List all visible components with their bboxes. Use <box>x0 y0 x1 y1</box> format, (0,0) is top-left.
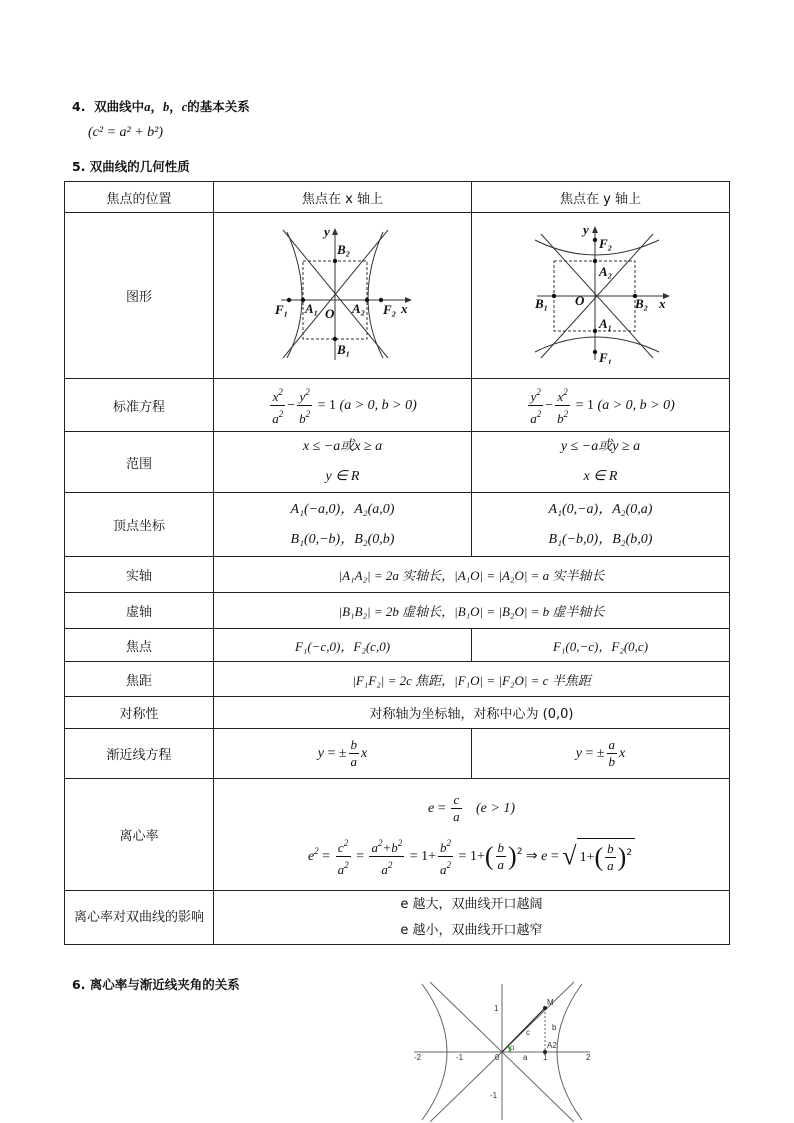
x-axis-label: x <box>658 295 665 311</box>
standard-equation-label: 标准方程 <box>65 379 214 432</box>
focal-distance-label: 焦距 <box>65 662 214 697</box>
f2-label: F₂ <box>382 301 396 317</box>
standard-equation-x: $\frac{x^2}{a^2}$ − $\frac{y^2}{b^2}$ = 1 (a > 0, b > 0) <box>214 379 472 432</box>
vertex-x: A₁(−a,0)，A₂(a,0) B₁(0,−b)，B₂(0,b) <box>214 493 472 557</box>
focal-distance-text: |F₁F₂| = 2c 焦距，|F₁O| = |F₂O| = c 半焦距 <box>214 662 730 697</box>
graph-label: 图形 <box>65 213 214 379</box>
symmetry-text: 对称轴为坐标轴，对称中心为 (0,0) <box>214 697 730 729</box>
point-a2-label: A2 <box>547 1041 557 1050</box>
point-m-label: M <box>547 998 554 1007</box>
imaginary-axis-label: 虚轴 <box>65 593 214 629</box>
eccentricity-formulas: e = $\frac{c}{a}$ (e > 1) $e^2$ = $\frac{c^2}{a^2}$ = $\frac{a^2+b^2}{a^2}$ = 1+ $\frac{b^2}{a^2}$ = 1+( $\frac{b}{a}$ )$^2$ ⇒ e = √ 1+( $\frac{b}{a}$ )$^2$ <box>214 779 730 891</box>
eccentricity-effect-label: 离心率对双曲线的影响 <box>65 891 214 945</box>
angle-alpha-label: α <box>510 1043 515 1052</box>
imaginary-axis-text: |B₁B₂| = 2b 虚轴长，|B₁O| = |B₂O| = b 虚半轴长 <box>214 593 730 629</box>
vertex-y: A₁(0,−a)，A₂(0,a) B₁(−b,0)，B₂(b,0) <box>472 493 730 557</box>
graph-x-cell <box>214 213 472 379</box>
table-row <box>65 697 730 729</box>
tick-label: 1 <box>494 1004 499 1013</box>
a2-label: A₂ <box>598 263 612 279</box>
table-row <box>65 779 730 891</box>
a1-label: A₁ <box>598 315 612 331</box>
table-row <box>65 593 730 629</box>
top-branch <box>535 240 659 255</box>
real-axis-label: 实轴 <box>65 557 214 593</box>
focus-y: F₁(0,−c)，F₂(0,c) <box>472 629 730 662</box>
vertex-label: 顶点坐标 <box>65 493 214 557</box>
eccentricity-effect-text: e 越大，双曲线开口越阔 e 越小，双曲线开口越窄 <box>214 891 730 945</box>
table-row <box>65 493 730 557</box>
b2-label: B₂ <box>336 241 350 257</box>
tick-label: -1 <box>456 1053 464 1062</box>
asymptote-y: y = ± $\frac{a}{b}$ x <box>472 729 730 779</box>
b2-label: B₂ <box>634 295 648 311</box>
table-row <box>65 379 730 432</box>
b1-label: B₁ <box>336 341 350 357</box>
hyperbola-x-graph <box>273 224 413 364</box>
y-axis-label: y <box>582 223 589 237</box>
f1-label: F₁ <box>274 301 288 317</box>
segment-c <box>502 1008 545 1052</box>
range-label: 范围 <box>65 432 214 493</box>
table-row <box>65 629 730 662</box>
origin-label: O <box>574 292 584 308</box>
standard-equation-y: $\frac{y^2}{a^2}$ − $\frac{x^2}{b^2}$ = 1 (a > 0, b > 0) <box>472 379 730 432</box>
table-row <box>65 213 730 379</box>
eccentricity-angle-figure <box>410 980 594 1122</box>
side-b-label: b <box>552 1023 557 1032</box>
table-row <box>65 662 730 697</box>
table-row <box>65 182 730 213</box>
section-6-heading: 6. 离心率与渐近线夹角的关系 <box>72 977 240 992</box>
symmetry-label: 对称性 <box>65 697 214 729</box>
basic-relation-formula: (c² = a² + b²) <box>88 125 164 140</box>
eccentricity-label: 离心率 <box>65 779 214 891</box>
bottom-branch <box>535 337 659 352</box>
a1-label: A₁ <box>304 300 318 316</box>
table-row <box>65 729 730 779</box>
tick-label: 2 <box>586 1053 591 1062</box>
asymptote-x: y = ± $\frac{b}{a}$ x <box>214 729 472 779</box>
table-row <box>65 432 730 493</box>
hyperbola-y-graph <box>531 224 671 364</box>
x-axis-label: x <box>400 300 407 316</box>
focus-label: 焦点 <box>65 629 214 662</box>
real-axis-text: |A₁A₂| = 2a 实轴长，|A₁O| = |A₂O| = a 实半轴长 <box>214 557 730 593</box>
header-label: 焦点的位置 <box>65 182 214 213</box>
graph-y-cell <box>472 213 730 379</box>
f2-label: F₂ <box>598 235 612 251</box>
tick-label: 0 <box>495 1053 500 1062</box>
f1-label: F₁ <box>598 349 612 364</box>
range-x: x ≤ −a或x ≥ a y ∈ R <box>214 432 472 493</box>
y-axis-label: y <box>323 223 330 239</box>
side-c-label: c <box>526 1028 530 1037</box>
section-4-heading: 4. 双曲线中a，b，c的基本关系 <box>72 99 250 114</box>
side-a-label: a <box>523 1053 528 1062</box>
table-row <box>65 891 730 945</box>
hyperbola-properties-table <box>64 181 730 945</box>
b1-label: B₁ <box>534 295 548 311</box>
asymptote-label: 渐近线方程 <box>65 729 214 779</box>
section-5-heading: 5. 双曲线的几何性质 <box>72 159 190 174</box>
header-y-axis: 焦点在 y 轴上 <box>472 182 730 213</box>
range-y: y ≤ −a或y ≥ a x ∈ R <box>472 432 730 493</box>
tick-label: -2 <box>414 1053 422 1062</box>
tick-label: -1 <box>490 1091 498 1100</box>
a2-label: A₂ <box>351 300 365 316</box>
table-row <box>65 557 730 593</box>
header-x-axis: 焦点在 x 轴上 <box>214 182 472 213</box>
tick-label: 1 <box>543 1053 548 1062</box>
origin-label: O <box>324 305 334 321</box>
focus-x: F₁(−c,0)，F₂(c,0) <box>214 629 472 662</box>
